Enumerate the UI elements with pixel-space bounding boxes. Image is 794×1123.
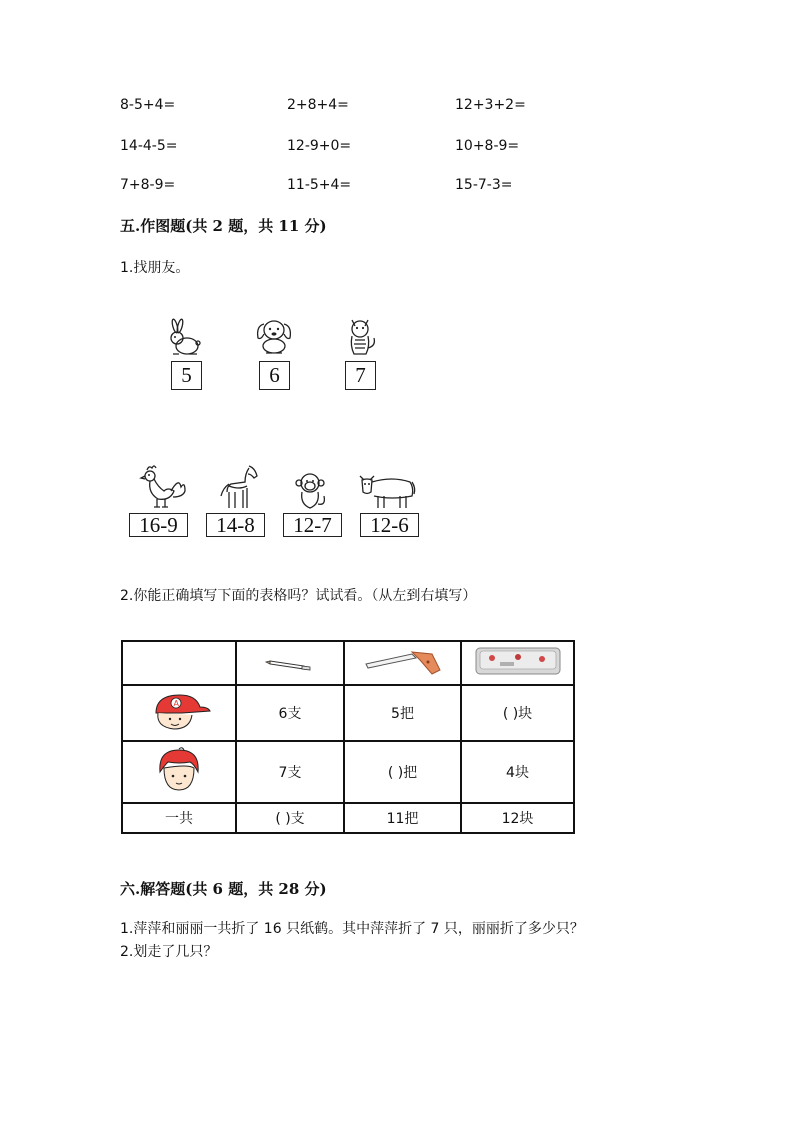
expression-label: 14-8 bbox=[216, 512, 255, 537]
pocket-knife-icon bbox=[360, 644, 446, 678]
question-text: 1.萍萍和丽丽一共折了 16 只纸鹤。其中萍萍折了 7 只，丽丽折了多少只？ bbox=[120, 921, 584, 937]
cell-value: 6支 bbox=[278, 706, 302, 722]
problem: 10+8-9= bbox=[455, 138, 520, 154]
boy-with-cap-icon bbox=[146, 689, 212, 733]
problem: 8-5+4= bbox=[120, 97, 176, 113]
table-cell bbox=[344, 803, 461, 833]
table-cell bbox=[236, 685, 344, 741]
rooster-icon bbox=[137, 462, 187, 512]
table-row bbox=[122, 685, 574, 741]
cell-value: 5把 bbox=[391, 706, 414, 722]
table-total-row bbox=[122, 803, 574, 833]
problem: 7+8-9= bbox=[120, 177, 176, 193]
cow-icon bbox=[356, 468, 418, 512]
horse-icon bbox=[215, 462, 265, 512]
problem: 14-4-5= bbox=[120, 138, 178, 154]
problem: 15-7-3= bbox=[455, 177, 513, 193]
cell-value: 11把 bbox=[386, 811, 419, 827]
girl-icon bbox=[154, 746, 204, 794]
answer-blank[interactable]: ( )支 bbox=[275, 811, 305, 827]
section-title: 六.解答题(共 6 题，共 28 分) bbox=[120, 880, 327, 898]
table-row bbox=[122, 741, 574, 803]
table-cell bbox=[236, 641, 344, 685]
table-cell bbox=[122, 741, 236, 803]
cell-value: 12块 bbox=[501, 811, 534, 827]
number-box bbox=[259, 361, 290, 390]
cat-icon bbox=[340, 314, 380, 358]
question-text: 1.找朋友。 bbox=[120, 260, 190, 276]
number-label: 7 bbox=[355, 363, 366, 387]
problem: 2+8+4= bbox=[287, 97, 349, 113]
total-label: 一共 bbox=[165, 811, 193, 827]
expression-box bbox=[129, 513, 188, 537]
problem: 12-9+0= bbox=[287, 138, 352, 154]
table-cell bbox=[122, 803, 236, 833]
table-cell bbox=[461, 803, 574, 833]
puppy-icon bbox=[254, 316, 294, 358]
expression-label: 12-6 bbox=[370, 512, 409, 537]
expression-label: 16-9 bbox=[139, 512, 178, 537]
table-cell bbox=[344, 641, 461, 685]
table-cell[interactable] bbox=[236, 803, 344, 833]
table-cell bbox=[236, 741, 344, 803]
table-cell bbox=[122, 685, 236, 741]
cell-value: 4块 bbox=[506, 765, 529, 781]
table-cell bbox=[461, 641, 574, 685]
rabbit-icon bbox=[165, 318, 205, 358]
monkey-icon bbox=[288, 470, 330, 512]
cell-value: 7支 bbox=[278, 765, 302, 781]
table-cell bbox=[122, 641, 236, 685]
number-box bbox=[171, 361, 202, 390]
number-label: 6 bbox=[269, 363, 280, 387]
table-cell[interactable] bbox=[344, 741, 461, 803]
table-cell bbox=[344, 685, 461, 741]
question-text: 2.你能正确填写下面的表格吗？试试看。（从左到右填写） bbox=[120, 588, 477, 604]
question-text: 2.划走了几只？ bbox=[120, 944, 218, 960]
table-cell bbox=[461, 741, 574, 803]
problem: 12+3+2= bbox=[455, 97, 526, 113]
expression-box bbox=[283, 513, 342, 537]
pencil-icon bbox=[264, 651, 316, 671]
number-label: 5 bbox=[181, 363, 192, 387]
pencil-case-icon bbox=[472, 644, 564, 678]
table-cell[interactable] bbox=[461, 685, 574, 741]
answer-blank[interactable]: ( )把 bbox=[387, 765, 418, 781]
expression-box bbox=[360, 513, 419, 537]
expression-label: 12-7 bbox=[293, 512, 332, 537]
fill-in-table bbox=[121, 640, 575, 834]
number-box bbox=[345, 361, 376, 390]
expression-box bbox=[206, 513, 265, 537]
problem: 11-5+4= bbox=[287, 177, 352, 193]
section-title: 五.作图题(共 2 题，共 11 分) bbox=[120, 217, 327, 235]
table-header-row bbox=[122, 641, 574, 685]
svg-text:A: A bbox=[173, 699, 179, 708]
answer-blank[interactable]: ( )块 bbox=[502, 706, 533, 722]
